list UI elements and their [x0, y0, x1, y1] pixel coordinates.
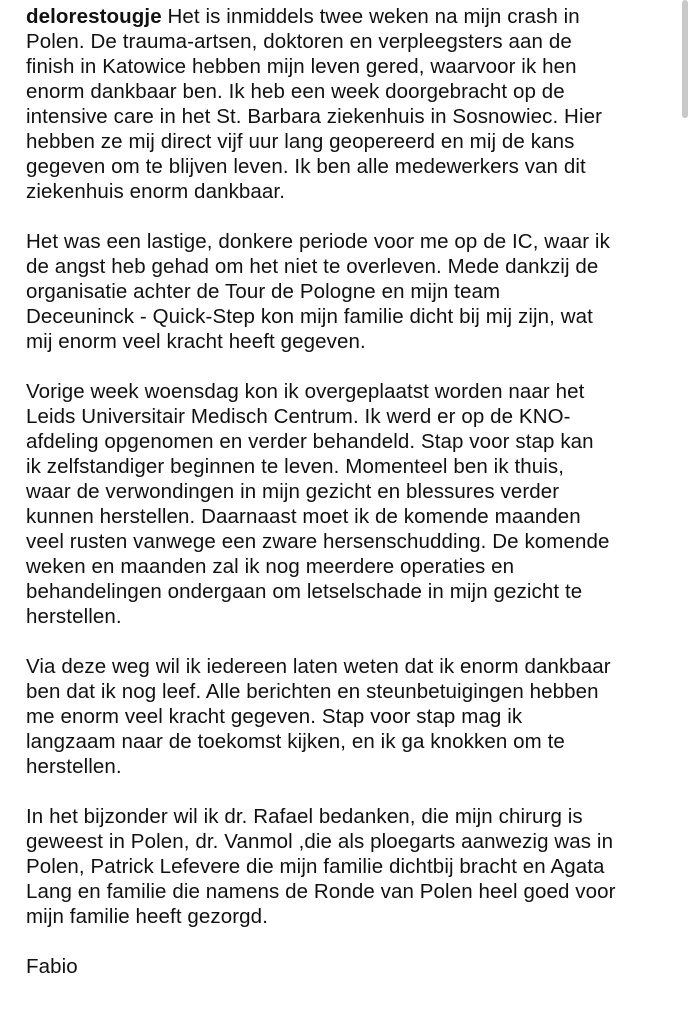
post-caption [26, 4, 666, 979]
username-link[interactable]: delorestougje [26, 5, 162, 28]
caption-text-1: Het is inmiddels twee weken na mijn crash in Polen. De trauma-artsen, doktoren en verpleegsters aan de finish in Katowice hebben mijn leven gered, waarvoor ik hen enorm dankbaar ben. Ik heb een week doorgebracht op de intensive care in het St. Barbara ziekenhuis in Sosnowiec. Hier hebben ze mij direct vijf uur lang geopereerd en mij de kans gegeven om te blijven leven. Ik ben alle medewerkers van dit ziekenhuis enorm dankbaar. [26, 5, 603, 203]
scrollbar-thumb[interactable] [682, 0, 688, 118]
caption-paragraph-4: Via deze weg wil ik iedereen laten weten dat ik enorm dankbaar ben dat ik nog leef. Alle berichten en steunbetuigingen hebben me enorm veel kracht gegeven. Stap voor stap mag ik langzaam naar de toekomst kijken, en ik ga knokken om te herstellen. [26, 655, 611, 778]
caption-paragraph-3: Vorige week woensdag kon ik overgeplaatst worden naar het Leids Universitair Medisch Centrum. Ik werd er op de KNO- afdeling opgenomen en verder behandeld. Stap voor stap kan ik zelfstandiger beginnen te leven. Momenteel ben ik thuis, waar de verwondingen in mijn gezicht en blessures verder kunnen herstellen. Daarnaast moet ik de komende maanden veel rusten vanwege een zware hersenschudding. De komende weken en maanden zal ik nog meerdere operaties en behandelingen ondergaan om letselschade in mijn gezicht te herstellen. [26, 380, 610, 628]
signature: Fabio [26, 955, 78, 978]
caption-paragraph-1 [26, 4, 666, 204]
caption-paragraph-5: In het bijzonder wil ik dr. Rafael bedanken, die mijn chirurg is geweest in Polen, dr. Vanmol ,die als ploegarts aanwezig was in Polen, Patrick Lefevere die mijn familie dichtbij bracht en Agata Lang en familie die namens de Ronde van Polen heel goed voor mijn familie heeft gezorgd. [26, 805, 616, 928]
caption-paragraph-2: Het was een lastige, donkere periode voor me op de IC, waar ik de angst heb gehad om het niet te overleven. Mede dankzij de organisatie achter de Tour de Pologne en mijn team Deceuninck - Quick-Step kon mijn familie dicht bij mij zijn, wat mij enorm veel kracht heeft gegeven. [26, 230, 610, 353]
